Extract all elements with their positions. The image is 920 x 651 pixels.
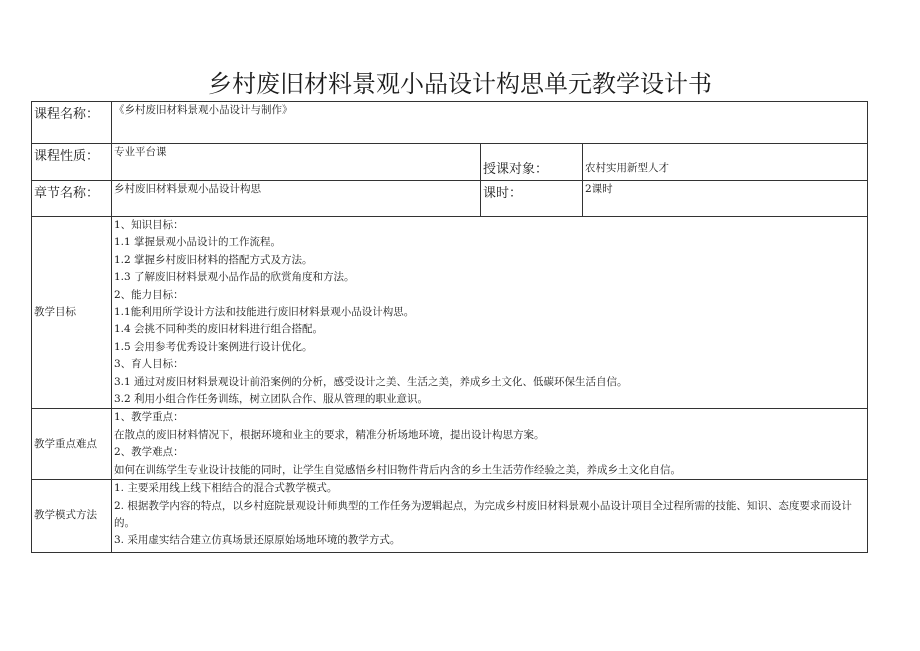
mode-content	[112, 480, 868, 553]
course-name-value: 《乡村废旧材料景观小品设计与制作》	[112, 102, 868, 144]
hours-label: 课时：	[481, 181, 583, 217]
goals-line: 1.1 掌握景观小品设计的工作流程。	[114, 236, 282, 249]
course-nature-label: 课程性质：	[32, 144, 112, 181]
audience-label: 授课对象：	[481, 144, 583, 181]
mode-line: 2. 根据教学内容的特点，以乡村庭院景观设计师典型的工作任务为逻辑起点，为完成乡村废旧材料景观小品设计项目全过程所需的技能、知识、态度要求而设计的。	[114, 499, 852, 529]
mode-label: 教学模式方法	[32, 480, 112, 553]
goals-line: 1.1能利用所学设计方法和技能进行废旧材料景观小品设计构思。	[114, 306, 415, 319]
mode-line: 3. 采用虚实结合建立仿真场景还原原始场地环境的教学方式。	[114, 534, 401, 547]
course-name-label: 课程名称：	[32, 102, 112, 144]
goals-line: 3、育人目标：	[114, 358, 184, 371]
keypoints-line: 1、教学重点：	[114, 411, 184, 424]
keypoints-line: 2、教学难点：	[114, 446, 184, 459]
goals-line: 3.2 利用小组合作任务训练，树立团队合作、服从管理的职业意识。	[114, 393, 429, 406]
lesson-plan-table	[31, 101, 868, 553]
goals-line: 3.1 通过对废旧材料景观设计前沿案例的分析，感受设计之美、生活之美，养成乡土文化、低碳环保生活自信。	[114, 375, 628, 388]
mode-line: 1. 主要采用线上线下相结合的混合式教学模式。	[114, 482, 338, 495]
keypoints-content	[112, 409, 868, 480]
keypoints-label: 教学重点难点	[32, 409, 112, 480]
goals-line: 1.3 了解废旧材料景观小品作品的欣赏角度和方法。	[114, 271, 355, 284]
goals-line: 1.2 掌握乡村废旧材料的搭配方式及方法。	[114, 253, 313, 266]
hours-value: 2课时	[583, 181, 868, 217]
goals-line: 1、知识目标：	[114, 219, 184, 231]
goals-content	[112, 217, 868, 409]
goals-line: 1.4 会挑不同种类的废旧材料进行组合搭配。	[114, 323, 324, 336]
goals-line: 2、能力目标：	[114, 288, 184, 301]
keypoints-line: 如何在训练学生专业设计技能的同时，让学生自觉感悟乡村旧物件背后内含的乡土生活劳作经验之美，养成乡土文化自信。	[114, 463, 681, 476]
audience-value: 农村实用新型人才	[583, 144, 868, 181]
goals-line: 1.5 会用参考优秀设计案例进行设计优化。	[114, 340, 313, 353]
chapter-label: 章节名称：	[32, 181, 112, 217]
chapter-value: 乡村废旧材料景观小品设计构思	[112, 181, 481, 217]
document-title: 乡村废旧材料景观小品设计构思单元教学设计书	[208, 70, 712, 98]
goals-label: 教学目标	[32, 217, 112, 409]
keypoints-line: 在散点的废旧材料情况下，根据环境和业主的要求，精准分析场地环境，提出设计构思方案。	[114, 428, 545, 441]
course-nature-value: 专业平台课	[112, 144, 481, 181]
